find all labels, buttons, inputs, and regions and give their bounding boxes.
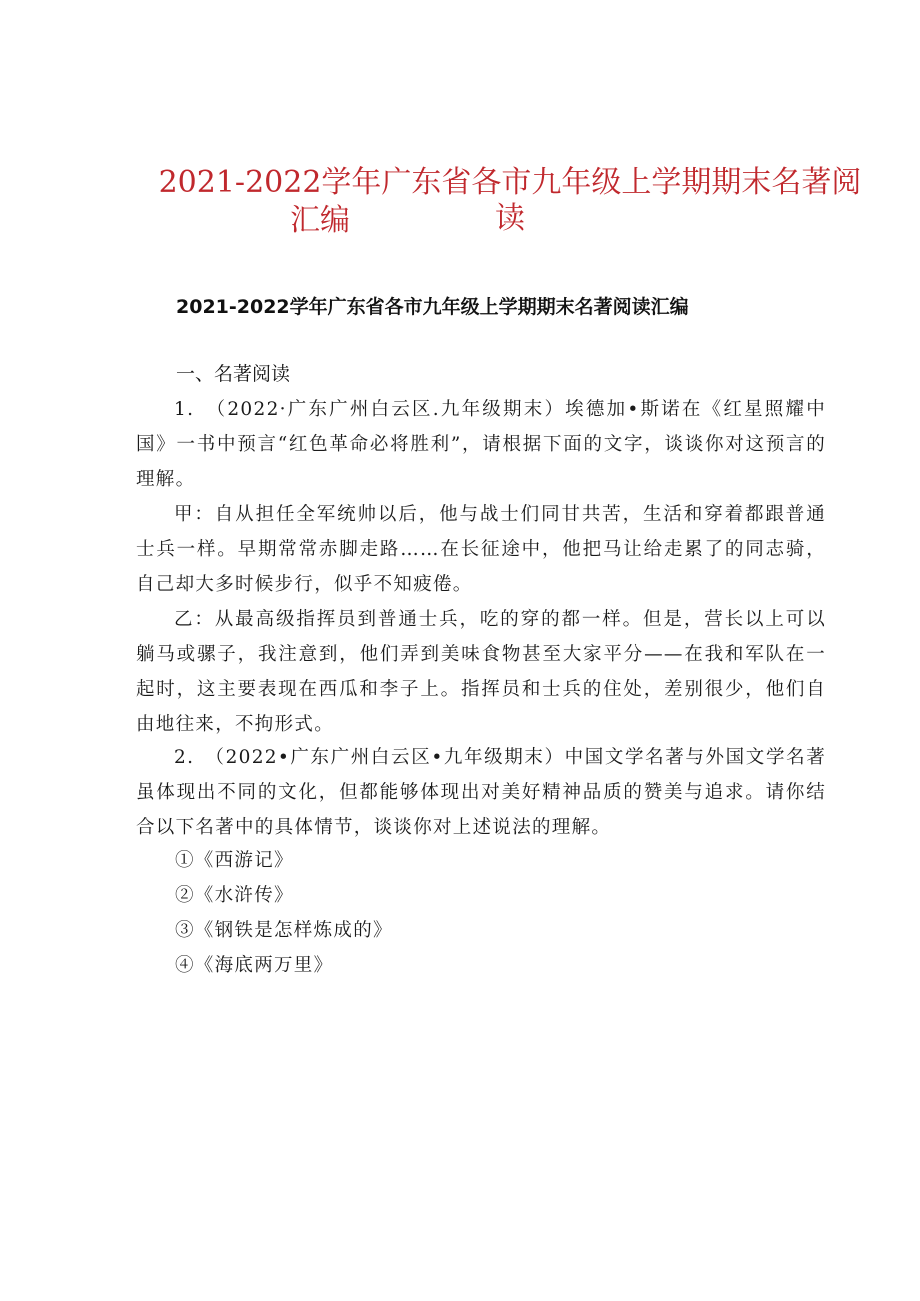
passage-yi: 乙：从最高级指挥员到普通士兵，吃的穿的都一样。但是，营长以上可以躺马或骡子，我注意到，他们弄到美味食物甚至大家平分——在我和军队在一起时，这主要表现在西瓜和李子上。指挥员和士兵的住处，差别很少，他们自由地往来，不拘形式。 xyxy=(136,609,826,735)
document-subtitle: 2021-2022学年广东省各市九年级上学期期末名著阅读汇编 xyxy=(176,296,689,318)
book-option: ③《钢铁是怎样炼成的》 xyxy=(175,920,393,941)
passage-jia: 甲：自从担任全军统帅以后，他与战士们同甘共苦，生活和穿着都跟普通士兵一样。早期常常赤脚走路……在长征途中，他把马让给走累了的同志骑，自己却大多时候步行，似乎不知疲倦。 xyxy=(136,504,826,595)
book-option: ①《西游记》 xyxy=(175,850,294,871)
section-heading: 一、名著阅读 xyxy=(176,363,291,385)
question-1: 1. （2022·广东广州白云区.九年级期末）埃德加•斯诺在《红星照耀中国》一书中预言“红色革命必将胜利”，请根据下面的文字，谈谈你对这预言的理解。 xyxy=(136,399,826,490)
question-2: 2. （2022•广东广州白云区•九年级期末）中国文学名著与外国文学名著虽体现出不同的文化，但都能够体现出对美好精神品质的赞美与追求。请你结合以下名著中的具体情节，谈谈你对上述说法的理解。 xyxy=(136,747,826,838)
document-title-line-1: 2021-2022学年广东省各市九年级上学期期末名著阅读 xyxy=(158,165,862,236)
book-options-list xyxy=(175,843,393,983)
book-option: ④《海底两万里》 xyxy=(175,955,334,976)
document-title-line-2: 汇编 xyxy=(290,203,350,238)
book-option: ②《水浒传》 xyxy=(175,885,294,906)
